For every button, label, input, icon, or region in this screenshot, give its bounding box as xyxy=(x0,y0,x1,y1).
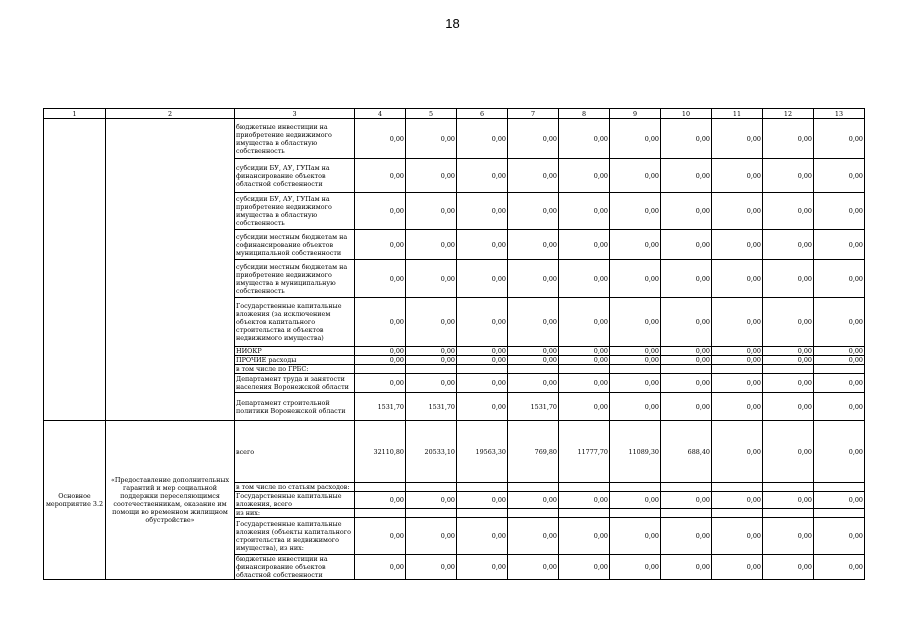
value-cell: 0,00 xyxy=(610,119,661,159)
value-cell xyxy=(814,509,865,518)
value-cell xyxy=(661,365,712,374)
value-cell: 0,00 xyxy=(661,193,712,230)
value-cell: 0,00 xyxy=(763,356,814,365)
budget-table xyxy=(43,108,865,580)
value-cell xyxy=(814,365,865,374)
value-cell: 0,00 xyxy=(508,555,559,580)
value-cell: 0,00 xyxy=(661,159,712,193)
value-cell: 0,00 xyxy=(508,374,559,393)
value-cell: 0,00 xyxy=(508,298,559,347)
value-cell: 0,00 xyxy=(559,518,610,555)
value-cell: 0,00 xyxy=(712,193,763,230)
value-cell xyxy=(712,483,763,492)
row-label: из них: xyxy=(235,509,355,518)
value-cell: 0,00 xyxy=(457,492,508,509)
value-cell: 0,00 xyxy=(559,393,610,421)
value-cell: 0,00 xyxy=(661,374,712,393)
column-header: 10 xyxy=(661,109,712,119)
value-cell: 0,00 xyxy=(355,298,406,347)
value-cell: 0,00 xyxy=(508,518,559,555)
value-cell: 0,00 xyxy=(355,230,406,260)
value-cell xyxy=(559,365,610,374)
value-cell: 0,00 xyxy=(712,421,763,483)
value-cell: 0,00 xyxy=(610,159,661,193)
value-cell: 0,00 xyxy=(406,260,457,298)
value-cell xyxy=(763,365,814,374)
value-cell: 0,00 xyxy=(559,492,610,509)
value-cell: 0,00 xyxy=(763,159,814,193)
value-cell xyxy=(508,483,559,492)
value-cell xyxy=(355,509,406,518)
value-cell: 0,00 xyxy=(355,518,406,555)
value-cell: 20533,10 xyxy=(406,421,457,483)
value-cell: 0,00 xyxy=(457,230,508,260)
value-cell: 0,00 xyxy=(559,298,610,347)
value-cell: 0,00 xyxy=(610,193,661,230)
row-label: бюджетные инвестиции на финансирование объектов областной собственности xyxy=(235,555,355,580)
value-cell: 0,00 xyxy=(763,347,814,356)
group-cell-col1 xyxy=(44,119,106,421)
value-cell: 0,00 xyxy=(814,518,865,555)
value-cell: 0,00 xyxy=(763,555,814,580)
value-cell: 0,00 xyxy=(610,260,661,298)
value-cell xyxy=(406,483,457,492)
value-cell xyxy=(406,509,457,518)
value-cell: 0,00 xyxy=(712,230,763,260)
value-cell: 1531,70 xyxy=(355,393,406,421)
row-label: субсидии БУ, АУ, ГУПам на приобретение недвижимого имущества в областную собственность xyxy=(235,193,355,230)
row-label: Государственные капитальные вложения (объекты капитального строительства и недвижимого имущества), из них: xyxy=(235,518,355,555)
row-label: ПРОЧИЕ расходы xyxy=(235,356,355,365)
value-cell: 0,00 xyxy=(763,119,814,159)
value-cell: 0,00 xyxy=(763,298,814,347)
value-cell: 0,00 xyxy=(406,356,457,365)
value-cell: 0,00 xyxy=(712,356,763,365)
value-cell: 0,00 xyxy=(559,260,610,298)
value-cell xyxy=(457,365,508,374)
column-header: 3 xyxy=(235,109,355,119)
value-cell: 0,00 xyxy=(508,260,559,298)
row-label: субсидии местным бюджетам на софинансирование объектов муниципальной собственности xyxy=(235,230,355,260)
value-cell xyxy=(610,509,661,518)
value-cell: 0,00 xyxy=(508,193,559,230)
value-cell: 0,00 xyxy=(763,193,814,230)
value-cell: 0,00 xyxy=(712,347,763,356)
value-cell: 0,00 xyxy=(814,298,865,347)
value-cell: 0,00 xyxy=(559,119,610,159)
value-cell: 0,00 xyxy=(406,193,457,230)
value-cell: 0,00 xyxy=(457,555,508,580)
value-cell: 0,00 xyxy=(406,555,457,580)
value-cell: 0,00 xyxy=(814,492,865,509)
value-cell: 769,80 xyxy=(508,421,559,483)
table-row xyxy=(44,421,865,483)
value-cell: 0,00 xyxy=(661,260,712,298)
value-cell xyxy=(763,483,814,492)
value-cell: 0,00 xyxy=(814,193,865,230)
value-cell: 0,00 xyxy=(457,193,508,230)
value-cell: 0,00 xyxy=(559,347,610,356)
value-cell: 0,00 xyxy=(406,492,457,509)
value-cell xyxy=(457,483,508,492)
value-cell: 0,00 xyxy=(763,230,814,260)
value-cell: 0,00 xyxy=(712,119,763,159)
value-cell: 0,00 xyxy=(457,518,508,555)
event-title-cell: «Предоставление дополнительных гарантий и мер социальной поддержки переселяющимся соотечественникам, оказание им помощи во временном жилищном обустройстве» xyxy=(106,421,235,580)
value-cell: 0,00 xyxy=(457,374,508,393)
column-header: 13 xyxy=(814,109,865,119)
value-cell: 0,00 xyxy=(661,492,712,509)
value-cell: 0,00 xyxy=(814,356,865,365)
value-cell xyxy=(457,509,508,518)
row-label: Департамент труда и занятости населения Воронежской области xyxy=(235,374,355,393)
value-cell: 0,00 xyxy=(457,119,508,159)
row-label: в том числе по статьям расходов: xyxy=(235,483,355,492)
column-header: 6 xyxy=(457,109,508,119)
value-cell: 0,00 xyxy=(712,518,763,555)
value-cell: 0,00 xyxy=(661,119,712,159)
value-cell: 0,00 xyxy=(814,393,865,421)
column-header: 7 xyxy=(508,109,559,119)
value-cell: 0,00 xyxy=(712,555,763,580)
value-cell: 0,00 xyxy=(814,159,865,193)
value-cell: 0,00 xyxy=(406,230,457,260)
value-cell: 0,00 xyxy=(661,555,712,580)
value-cell: 0,00 xyxy=(661,347,712,356)
value-cell: 0,00 xyxy=(406,347,457,356)
value-cell: 0,00 xyxy=(610,393,661,421)
value-cell: 0,00 xyxy=(559,374,610,393)
value-cell: 688,40 xyxy=(661,421,712,483)
value-cell: 0,00 xyxy=(355,347,406,356)
value-cell xyxy=(355,483,406,492)
value-cell: 0,00 xyxy=(814,421,865,483)
value-cell: 0,00 xyxy=(661,393,712,421)
value-cell xyxy=(712,365,763,374)
value-cell: 0,00 xyxy=(355,119,406,159)
column-header: 12 xyxy=(763,109,814,119)
value-cell: 0,00 xyxy=(508,119,559,159)
value-cell: 0,00 xyxy=(610,374,661,393)
value-cell: 0,00 xyxy=(712,260,763,298)
row-label: Департамент строительной политики Воронежской области xyxy=(235,393,355,421)
value-cell: 0,00 xyxy=(559,193,610,230)
value-cell: 0,00 xyxy=(355,356,406,365)
value-cell: 0,00 xyxy=(763,518,814,555)
row-label: в том числе по ГРБС: xyxy=(235,365,355,374)
value-cell: 0,00 xyxy=(610,356,661,365)
value-cell: 0,00 xyxy=(763,492,814,509)
row-label: НИОКР xyxy=(235,347,355,356)
value-cell: 0,00 xyxy=(457,298,508,347)
column-header: 5 xyxy=(406,109,457,119)
value-cell: 0,00 xyxy=(457,159,508,193)
page-number: 18 xyxy=(445,16,460,31)
row-label: субсидии местным бюджетам на приобретение недвижимого имущества в муниципальную собственность xyxy=(235,260,355,298)
value-cell: 0,00 xyxy=(661,518,712,555)
value-cell: 0,00 xyxy=(610,492,661,509)
value-cell xyxy=(508,509,559,518)
row-label: бюджетные инвестиции на приобретение недвижимого имущества в областную собственность xyxy=(235,119,355,159)
value-cell: 0,00 xyxy=(610,518,661,555)
column-header: 2 xyxy=(106,109,235,119)
value-cell xyxy=(559,509,610,518)
value-cell: 0,00 xyxy=(712,159,763,193)
row-label: всего xyxy=(235,421,355,483)
value-cell xyxy=(355,365,406,374)
value-cell: 0,00 xyxy=(712,374,763,393)
value-cell: 0,00 xyxy=(610,298,661,347)
value-cell: 1531,70 xyxy=(508,393,559,421)
value-cell xyxy=(661,483,712,492)
value-cell: 0,00 xyxy=(814,347,865,356)
value-cell: 0,00 xyxy=(763,260,814,298)
value-cell: 0,00 xyxy=(508,356,559,365)
value-cell: 0,00 xyxy=(814,230,865,260)
value-cell: 0,00 xyxy=(763,421,814,483)
value-cell: 0,00 xyxy=(406,298,457,347)
value-cell: 0,00 xyxy=(406,518,457,555)
group-cell-col2 xyxy=(106,119,235,421)
value-cell xyxy=(661,509,712,518)
value-cell: 0,00 xyxy=(559,356,610,365)
row-label: Государственные капитальные вложения, всего xyxy=(235,492,355,509)
value-cell: 0,00 xyxy=(712,393,763,421)
value-cell: 19563,30 xyxy=(457,421,508,483)
row-label: субсидии БУ, АУ, ГУПам на финансирование объектов областной собственности xyxy=(235,159,355,193)
value-cell: 0,00 xyxy=(508,230,559,260)
value-cell: 0,00 xyxy=(406,119,457,159)
value-cell xyxy=(406,365,457,374)
value-cell: 0,00 xyxy=(559,230,610,260)
row-label: Государственные капитальные вложения (за исключением объектов капитального строительства и объектов недвижимого имущества) xyxy=(235,298,355,347)
value-cell: 0,00 xyxy=(457,393,508,421)
column-header: 8 xyxy=(559,109,610,119)
value-cell: 32110,80 xyxy=(355,421,406,483)
value-cell: 0,00 xyxy=(814,555,865,580)
value-cell: 0,00 xyxy=(355,492,406,509)
value-cell: 0,00 xyxy=(508,347,559,356)
value-cell: 0,00 xyxy=(355,555,406,580)
value-cell xyxy=(712,509,763,518)
event-number-cell: Основное мероприятие 3.2 xyxy=(44,421,106,580)
value-cell: 0,00 xyxy=(814,119,865,159)
value-cell: 0,00 xyxy=(457,260,508,298)
value-cell: 0,00 xyxy=(763,374,814,393)
value-cell: 0,00 xyxy=(508,492,559,509)
value-cell: 0,00 xyxy=(406,159,457,193)
value-cell: 0,00 xyxy=(610,347,661,356)
value-cell: 0,00 xyxy=(508,159,559,193)
value-cell: 0,00 xyxy=(712,298,763,347)
column-header: 9 xyxy=(610,109,661,119)
value-cell: 0,00 xyxy=(355,374,406,393)
value-cell: 0,00 xyxy=(559,555,610,580)
value-cell: 0,00 xyxy=(406,374,457,393)
value-cell: 0,00 xyxy=(559,159,610,193)
value-cell: 0,00 xyxy=(712,492,763,509)
value-cell: 1531,70 xyxy=(406,393,457,421)
value-cell xyxy=(610,483,661,492)
value-cell: 0,00 xyxy=(457,347,508,356)
value-cell: 11089,30 xyxy=(610,421,661,483)
value-cell: 0,00 xyxy=(610,230,661,260)
value-cell xyxy=(763,509,814,518)
value-cell xyxy=(508,365,559,374)
value-cell xyxy=(814,483,865,492)
value-cell xyxy=(610,365,661,374)
value-cell: 0,00 xyxy=(661,356,712,365)
value-cell: 0,00 xyxy=(355,193,406,230)
value-cell: 11777,70 xyxy=(559,421,610,483)
value-cell: 0,00 xyxy=(610,555,661,580)
value-cell: 0,00 xyxy=(661,298,712,347)
value-cell: 0,00 xyxy=(814,374,865,393)
table-row xyxy=(44,119,865,159)
column-header: 11 xyxy=(712,109,763,119)
value-cell: 0,00 xyxy=(457,356,508,365)
value-cell: 0,00 xyxy=(661,230,712,260)
column-header: 1 xyxy=(44,109,106,119)
header-row xyxy=(44,109,865,119)
column-header: 4 xyxy=(355,109,406,119)
value-cell: 0,00 xyxy=(763,393,814,421)
value-cell: 0,00 xyxy=(355,260,406,298)
value-cell: 0,00 xyxy=(814,260,865,298)
value-cell xyxy=(559,483,610,492)
value-cell: 0,00 xyxy=(355,159,406,193)
